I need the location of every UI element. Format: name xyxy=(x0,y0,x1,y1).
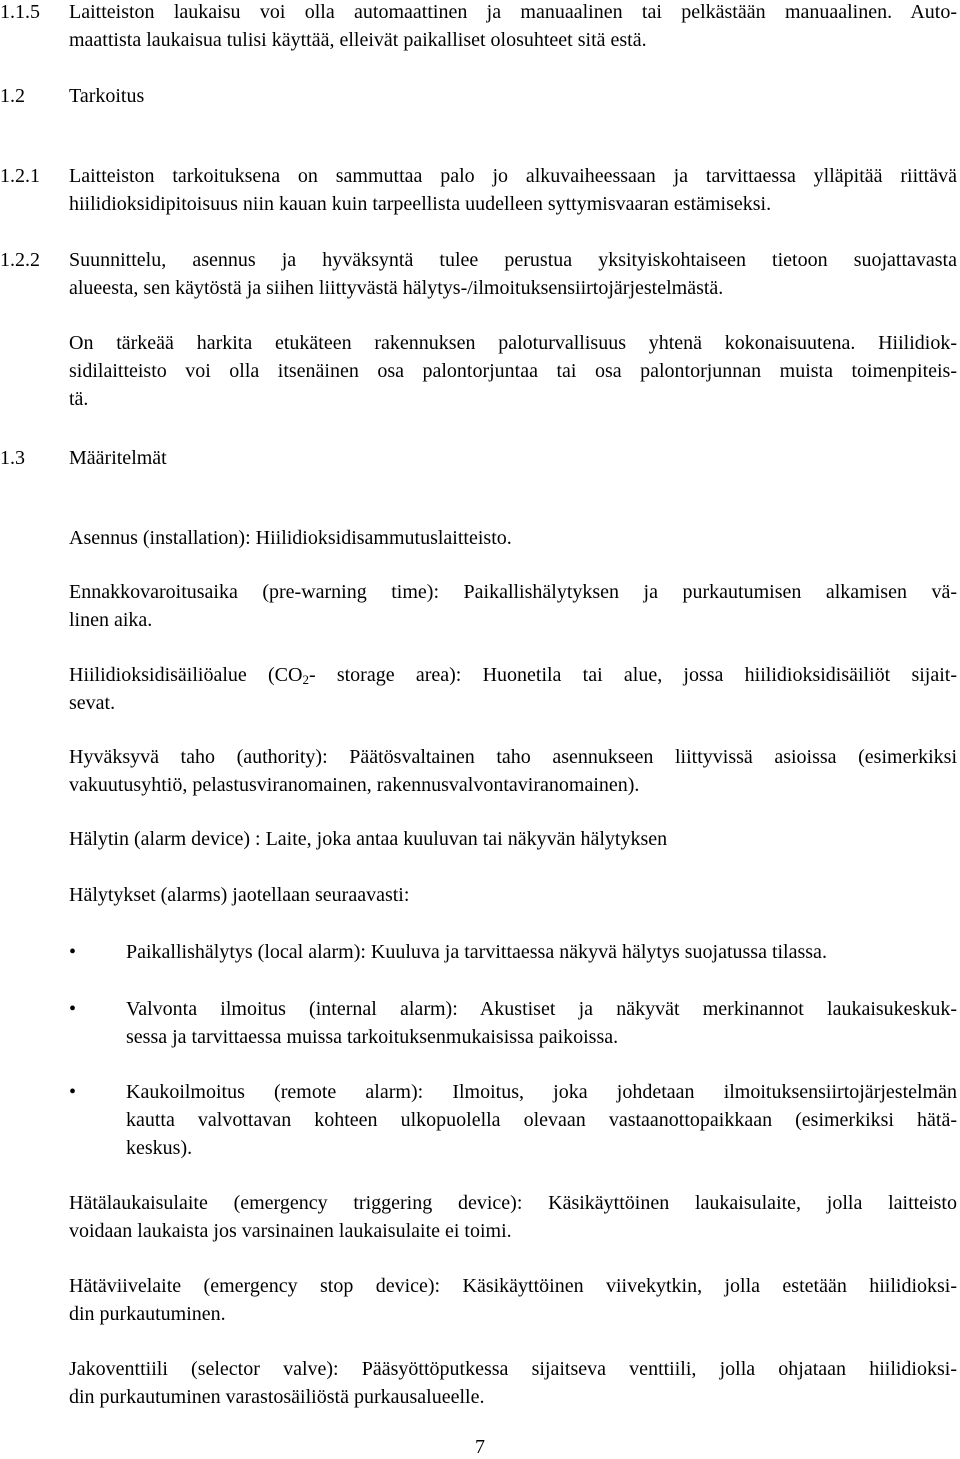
section-number: 1.2.2 xyxy=(0,249,40,271)
text-fragment: - storage area): Huonetila tai alue, jossa hiilidioksidisäiliöt sijait- xyxy=(308,664,958,686)
text-line: Hätälaukaisulaite (emergency triggering device): Käsikäyttöinen laukaisulaite, jolla laitteisto xyxy=(69,1192,957,1214)
bullet-item-paikallishalytys xyxy=(126,938,957,966)
text-line: Hätäviivelaite (emergency stop device): Käsikäyttöinen viivekytkin, jolla estetään hiilidioksi- xyxy=(69,1275,957,1297)
text-line: sessa ja tarvittaessa muissa tarkoituksenmukaisissa paikoissa. xyxy=(126,1026,619,1048)
text-line: din purkautuminen varastosäiliöstä purkausalueelle. xyxy=(69,1386,485,1408)
text-line: tä. xyxy=(69,388,89,410)
text-line: sevat. xyxy=(69,692,116,714)
section-number: 1.3 xyxy=(0,447,25,469)
section-number: 1.2 xyxy=(0,85,25,107)
bullet-icon: • xyxy=(69,998,77,1020)
text-line: Laitteiston laukaisu voi olla automaattinen ja manuaalinen tai pelkästään manuaalinen. Auto- xyxy=(69,1,957,23)
section-number: 1.2.1 xyxy=(0,165,40,187)
bullet-icon: • xyxy=(69,1081,77,1103)
text-line: sidilaitteisto voi olla itsenäinen osa palontorjuntaa tai osa palontorjunnan muista toimenpiteis- xyxy=(69,360,957,382)
section-number: 1.1.5 xyxy=(0,1,40,23)
text-line: On tärkeää harkita etukäteen rakennuksen paloturvallisuus yhtenä kokonaisuutena. Hiilidiok- xyxy=(69,332,957,354)
text-line: hiilidioksidipitoisuus niin kauan kuin tarpeellista uudelleen syttymisvaaran estämiseksi. xyxy=(69,193,772,215)
text-line: Suunnittelu, asennus ja hyväksyntä tulee perustua yksityiskohtaiseen tietoon suojattavasta xyxy=(69,249,957,271)
text-line xyxy=(69,661,957,689)
definition-jakoventtiili xyxy=(69,1355,957,1411)
definition-halytin: Hälytin (alarm device) : Laite, joka antaa kuuluvan tai näkyvän hälytyksen xyxy=(69,828,668,850)
text-fragment: Hiilidioksidisäiliöalue (CO xyxy=(69,664,303,686)
section-1-2-1-text xyxy=(69,162,957,218)
text-line: din purkautuminen. xyxy=(69,1303,226,1325)
subscript: 2 xyxy=(302,672,309,687)
section-1-2-2-text xyxy=(69,246,957,302)
definition-hatalaukaisulaite xyxy=(69,1189,957,1245)
text-line: maattista laukaisua tulisi käyttää, elleivät paikalliset olosuhteet sitä estä. xyxy=(69,29,647,51)
definition-hyvaksyva-taho xyxy=(69,743,957,799)
text-line: Kaukoilmoitus (remote alarm): Ilmoitus, joka johdetaan ilmoituksensiirtojärjestelmän xyxy=(126,1081,957,1103)
text-line: linen aika. xyxy=(69,609,153,631)
text-line: kautta valvottavan kohteen ulkopuolella olevaan vastaanottopaikkaan (esimerkiksi hätä- xyxy=(126,1109,957,1131)
definition-asennus: Asennus (installation): Hiilidioksidisammutuslaitteisto. xyxy=(69,527,512,549)
text-line: Hyväksyvä taho (authority): Päätösvaltainen taho asennukseen liittyvissä asioissa (esimerkiksi xyxy=(69,746,957,768)
section-1-1-5-text xyxy=(69,0,957,54)
definition-sailioalue xyxy=(69,661,957,717)
text-line: alueesta, sen käytöstä ja siihen liittyvästä hälytys-/ilmoituksensiirtojärjestelmästä. xyxy=(69,277,724,299)
text-line: Ennakkovaroitusaika (pre-warning time): Paikallishälytyksen ja purkautumisen alkamisen vä- xyxy=(69,581,957,603)
bullet-icon: • xyxy=(69,941,77,963)
section-1-2-2-paragraph-2 xyxy=(69,329,957,413)
text-line: keskus). xyxy=(126,1137,193,1159)
section-heading: Määritelmät xyxy=(69,447,167,469)
page-number: 7 xyxy=(475,1436,485,1458)
definition-halytykset: Hälytykset (alarms) jaotellaan seuraavasti: xyxy=(69,884,410,906)
text-line: Valvonta ilmoitus (internal alarm): Akustiset ja näkyvät merkinannot laukaisukeskuk- xyxy=(126,998,957,1020)
text-line: voidaan laukaista jos varsinainen laukaisulaite ei toimi. xyxy=(69,1220,512,1242)
section-heading: Tarkoitus xyxy=(69,85,145,107)
definition-ennakkovaroitusaika xyxy=(69,578,957,634)
bullet-item-kaukoilmoitus xyxy=(126,1078,957,1162)
bullet-item-valvonta-ilmoitus xyxy=(126,995,957,1051)
text-line: Laitteiston tarkoituksena on sammuttaa palo jo alkuvaiheessaan ja tarvittaessa ylläpitää riittävä xyxy=(69,165,957,187)
text-line: vakuutusyhtiö, pelastusviranomainen, rakennusvalvontaviranomainen). xyxy=(69,774,640,796)
text-line: Paikallishälytys (local alarm): Kuuluva ja tarvittaessa näkyvä hälytys suojatussa tilassa. xyxy=(126,941,827,963)
definition-hataviivelaite xyxy=(69,1272,957,1328)
text-line: Jakoventtiili (selector valve): Pääsyöttöputkessa sijaitseva venttiili, jolla ohjataan hiilidioksi- xyxy=(69,1358,957,1380)
